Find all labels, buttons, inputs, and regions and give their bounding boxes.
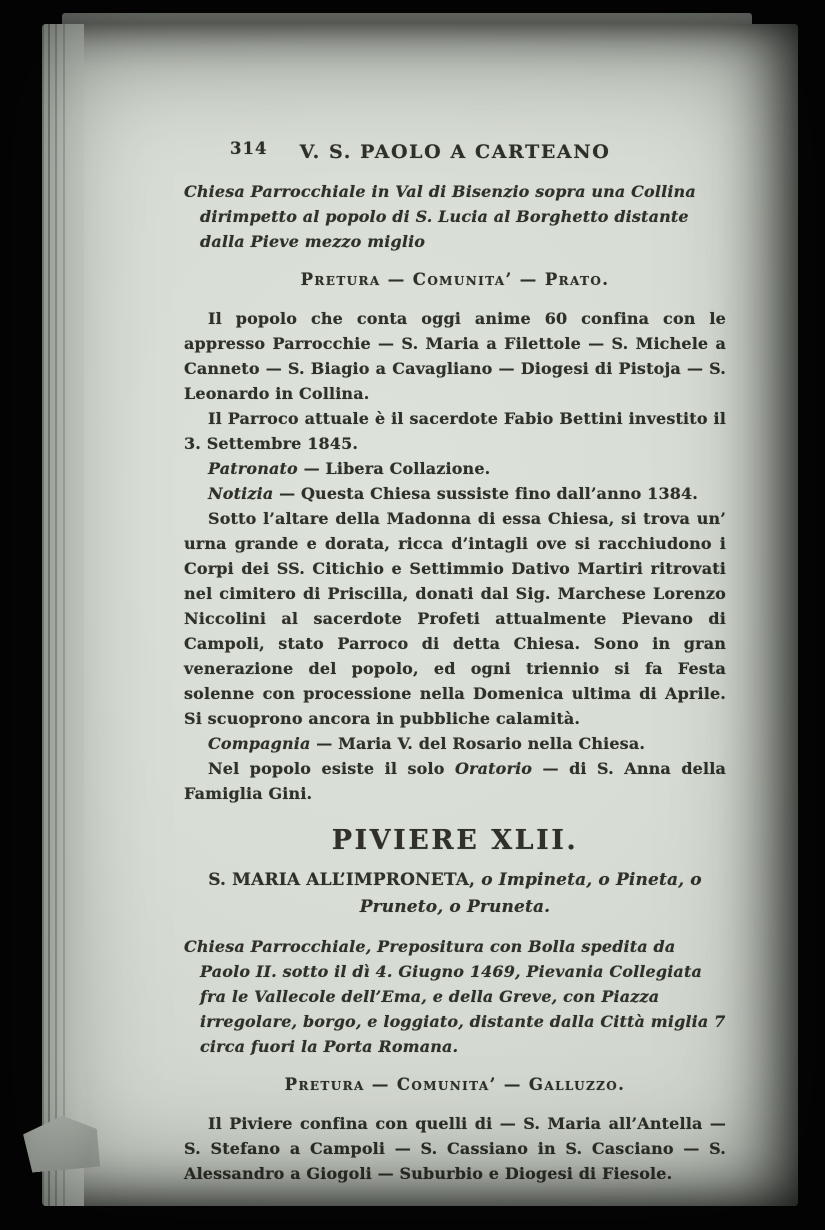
paragraph-popolo: Il popolo che conta oggi anime 60 confina con le appresso Parrocchie — S. Maria a Filettole — S. Michele a Canneto — S. Biagio a Cavagliano — Diogesi di Pistoja — S. Leonardo in Collina. (184, 309, 726, 403)
oratorio-pre: Nel popolo esiste il solo (208, 759, 455, 778)
page-number: 314 (230, 139, 268, 158)
entry2-title-main: S. MARIA ALL’IMPRONETA, (208, 870, 482, 890)
paragraph-notizia (184, 481, 726, 506)
patronato-text: — Libera Collazione. (297, 459, 491, 478)
paragraph-urna: Sotto l’altare della Madonna di essa Chiesa, si trova un’ urna grande e dorata, ricca d’intagli ove si racchiudono i Corpi dei SS. Citichio e Settimmio Dativo Martiri ritrovati nel cimitero di Priscilla, donati dal Sig. Marchese Lorenzo Niccolini al sacerdote Profeti attualmente Pievano di Campoli, stato Parroco di detta Chiesa. Sono in gran venerazione del popolo, ed ogni triennio si fa Festa solenne con processione nella Domenica ultima di Aprile. Si scuoprono ancora in pubbliche calamità. (184, 509, 726, 728)
entry2-subtitle: Chiesa Parrocchiale, Prepositura con Bolla spedita da Paolo II. sotto il dì 4. Giugno 1469, Pievania Collegiata fra le Vallecole dell’Ema, e della Greve, con Piazza irregolare, borgo, e loggiato, distante dalla Città miglia 7 circa fuori la Porta Romana. (184, 937, 726, 1056)
entry2-title-variants: o Impineta, o Pineta, o Pruneto, o Pruneta. (359, 870, 702, 917)
compagnia-text: — Maria V. del Rosario nella Chiesa. (310, 734, 646, 753)
notizia-label: Notizia (208, 484, 274, 503)
entry1-jurisdiction: Pretura — Comunita’ — Prato. (300, 270, 610, 289)
entry1-subtitle: Chiesa Parrocchiale in Val di Bisenzio sopra una Collina dirimpetto al popolo di S. Lucia al Borghetto distante dalla Pieve mezzo miglio (184, 182, 696, 251)
page-header (184, 134, 726, 164)
oratorio-label: Oratorio (454, 759, 533, 778)
compagnia-label: Compagnia (208, 734, 311, 753)
paragraph-parroco: Il Parroco attuale è il sacerdote Fabio Bettini investito il 3. Settembre 1845. (184, 409, 726, 453)
entry1-title: V. S. PAOLO A CARTEANO (299, 141, 611, 163)
paragraph-oratorio (184, 756, 726, 806)
paragraph-piviere: Il Piviere confina con quelli di — S. Maria all’Antella — S. Stefano a Campoli — S. Cassiano in S. Casciano — S. Alessandro a Giogoli — Suburbio e Diogesi di Fiesole. (184, 1114, 726, 1183)
paragraph-compagnia (184, 731, 726, 756)
entry2-title (184, 867, 726, 921)
text-block (184, 134, 726, 1186)
book-page (42, 24, 798, 1206)
page-stack-edges (42, 24, 84, 1206)
oratorio-text: — di S. Anna della Famiglia Gini. (184, 759, 726, 803)
piviere-heading: PIVIERE XLII. (331, 825, 579, 856)
patronato-label: Patronato (208, 459, 298, 478)
notizia-text: — Questa Chiesa sussiste fino dall’anno 1384. (273, 484, 699, 503)
entry2-jurisdiction: Pretura — Comunita’ — Galluzzo. (284, 1075, 626, 1094)
paragraph-patronato (184, 456, 726, 481)
